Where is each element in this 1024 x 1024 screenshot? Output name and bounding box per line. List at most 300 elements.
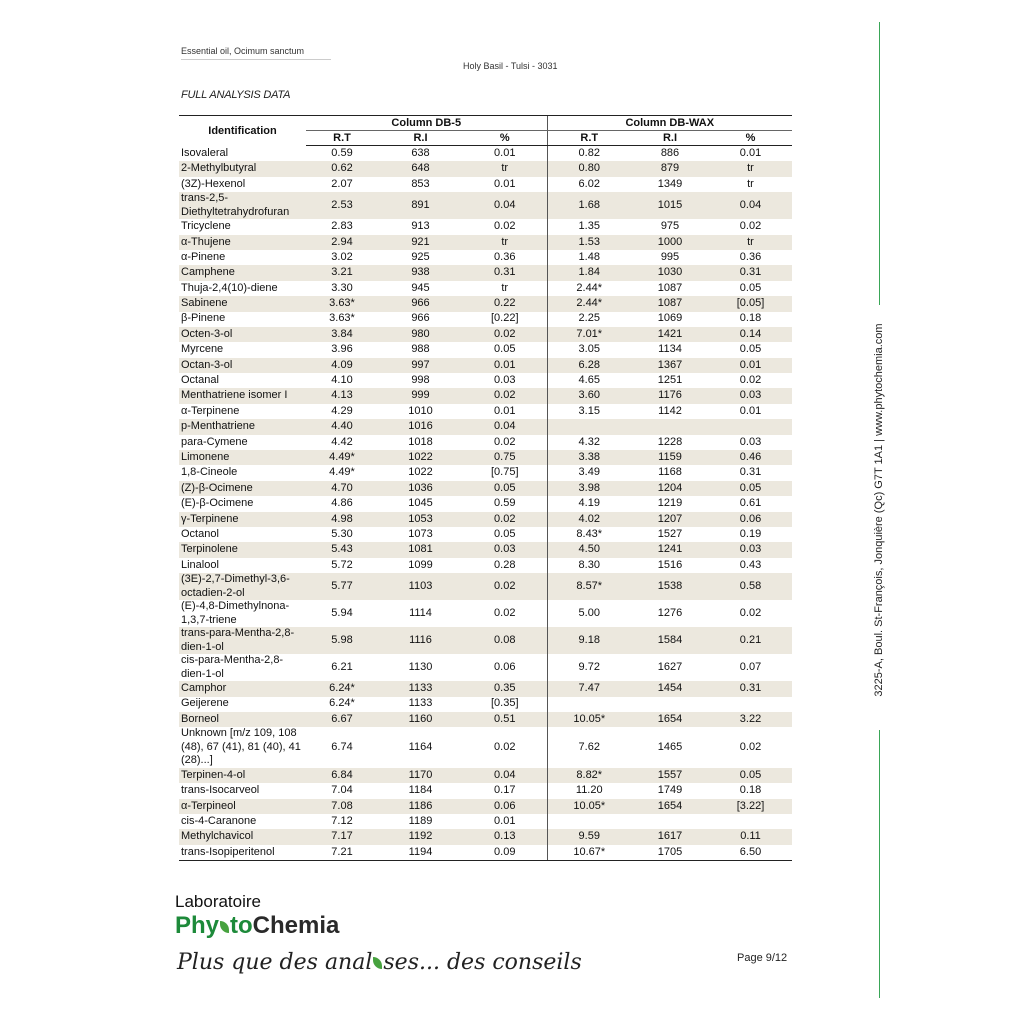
dbwax-ri: 1538 <box>631 573 709 600</box>
db5-ri: 1022 <box>378 450 463 465</box>
leaf-icon <box>220 921 229 933</box>
dbwax-rt: 0.82 <box>547 146 631 162</box>
db5-rt: 3.63* <box>329 312 355 325</box>
db5-rt: 4.86 <box>331 497 353 510</box>
dbwax-rt: 10.67* <box>547 845 631 861</box>
dbwax-rt: 6.02 <box>547 177 631 192</box>
logo-laboratoire: Laboratoire <box>175 892 262 911</box>
db5-ri: 1073 <box>408 527 433 540</box>
table-row <box>179 404 792 419</box>
compound-name: α-Thujene <box>179 235 306 250</box>
db5-ri: 998 <box>411 374 430 387</box>
db5-rt: 6.21 <box>331 660 353 673</box>
dbwax-ri: 1584 <box>631 627 709 654</box>
product-name: Holy Basil - Tulsi - 3031 <box>463 61 558 71</box>
compound-name: Terpinolene <box>179 542 306 557</box>
dbwax-rt: 4.65 <box>547 373 631 388</box>
compound-name: Isovaleral <box>181 146 229 159</box>
dbwax-ri: 1069 <box>657 312 683 325</box>
db5-rt: 4.09 <box>306 358 378 373</box>
db5-ri-header: R.I <box>378 131 463 146</box>
db5-rt: 3.63* <box>306 296 378 311</box>
dbwax-rt: 4.02 <box>547 512 631 527</box>
dbwax-rt: 9.59 <box>547 829 631 844</box>
db5-ri: 1045 <box>408 497 433 510</box>
db5-percent: 0.02 <box>494 606 516 619</box>
dbwax-rt: 3.15 <box>547 404 631 419</box>
db5-ri: 1114 <box>409 606 432 619</box>
db5-percent: 0.01 <box>494 146 516 159</box>
dbwax-percent: 6.50 <box>709 845 792 861</box>
db5-percent: 0.17 <box>494 784 516 797</box>
db5-ri: 938 <box>378 265 463 280</box>
logo-chemia: Chemia <box>252 912 340 939</box>
dbwax-percent: tr <box>709 161 792 176</box>
db5-ri: 1036 <box>378 481 463 496</box>
dbwax-percent: 0.01 <box>739 404 762 417</box>
dbwax-rt: 7.01* <box>547 327 631 342</box>
dbwax-rt: 3.60 <box>547 388 631 403</box>
db5-percent: 0.13 <box>463 829 547 844</box>
table-row <box>179 814 792 829</box>
dbwax-percent: 0.31 <box>709 681 792 696</box>
db5-percent: 0.01 <box>494 814 516 827</box>
dbwax-percent: 0.43 <box>739 558 762 571</box>
dbwax-ri: 1516 <box>657 558 683 571</box>
dbwax-rt: 3.38 <box>547 450 631 465</box>
dbwax-rt: 5.00 <box>547 600 631 627</box>
dbwax-percent: 0.31 <box>709 265 792 280</box>
db5-rt: 2.07 <box>331 177 353 190</box>
dbwax-ri <box>631 697 709 712</box>
table-row <box>179 296 792 311</box>
db5-rt: 2.53 <box>306 192 378 219</box>
dbwax-ri: 1251 <box>657 374 683 387</box>
db5-rt: 4.70 <box>306 481 378 496</box>
db5-rt: 5.30 <box>331 527 353 540</box>
compound-name: Methylchavicol <box>179 829 306 844</box>
compound-name: (E)-4,8-Dimethylnona-1,3,7-triene <box>181 600 290 626</box>
compound-name: (3Z)-Hexenol <box>181 177 246 190</box>
compound-name: β-Pinene <box>181 312 226 325</box>
db5-rt: 7.12 <box>331 814 353 827</box>
compound-name: α-Terpinene <box>181 404 240 417</box>
db5-percent: 0.05 <box>494 343 516 356</box>
db5-rt: 5.98 <box>306 627 378 654</box>
db5-rt: 0.59 <box>331 146 353 159</box>
dbwax-percent: 0.03 <box>739 435 762 448</box>
dbwax-rt: 4.50 <box>547 542 631 557</box>
table-row <box>179 542 792 557</box>
dbwax-ri: 1627 <box>657 660 683 673</box>
db5-ri: 1194 <box>378 845 463 861</box>
db5-percent: [0.35] <box>490 697 519 710</box>
db5-ri: 1116 <box>378 627 463 654</box>
dbwax-percent: 0.06 <box>709 512 792 527</box>
compound-name: Borneol <box>179 712 306 727</box>
dbwax-rt <box>547 419 631 434</box>
dbwax-ri: 1454 <box>631 681 709 696</box>
dbwax-ri <box>631 814 709 829</box>
compound-name: (Z)-β-Ocimene <box>179 481 306 496</box>
db5-percent: 0.02 <box>463 573 547 600</box>
table-row <box>179 465 792 480</box>
db5-rt: 7.08 <box>306 799 378 814</box>
db5-ri: 1184 <box>408 784 433 797</box>
db5-ri: 999 <box>378 388 463 403</box>
table-row <box>179 435 792 450</box>
compound-name: Menthatriene isomer I <box>179 388 306 403</box>
dbwax-ri: 1207 <box>631 512 709 527</box>
dbwax-percent: 0.61 <box>739 497 762 510</box>
table-row <box>179 573 792 600</box>
dbwax-percent: 0.02 <box>739 740 762 753</box>
db5-ri: 891 <box>378 192 463 219</box>
dbwax-rt: 2.25 <box>547 312 631 327</box>
db5-percent: 0.51 <box>463 712 547 727</box>
compound-name: cis-para-Mentha-2,8-dien-1-ol <box>181 654 284 680</box>
compound-name: Sabinene <box>179 296 306 311</box>
dbwax-ri: 1367 <box>631 358 709 373</box>
dbwax-percent: [3.22] <box>709 799 792 814</box>
dbwax-percent: [0.05] <box>709 296 792 311</box>
compound-name: Octanol <box>181 527 219 540</box>
dbwax-rt: 3.98 <box>547 481 631 496</box>
compound-name: Thuja-2,4(10)-diene <box>181 281 278 294</box>
db5-rt: 4.40 <box>306 419 378 434</box>
dbwax-rt: 1.35 <box>547 219 631 234</box>
db5-rt: 2.83 <box>331 220 353 233</box>
dbwax-ri-header: R.I <box>631 131 709 146</box>
compound-name: Limonene <box>179 450 306 465</box>
table-row <box>179 829 792 844</box>
db5-percent: 0.01 <box>494 404 516 417</box>
dbwax-ri <box>631 419 709 434</box>
db5-rt: 3.84 <box>306 327 378 342</box>
db5-rt: 3.96 <box>331 343 353 356</box>
dbwax-ri: 1349 <box>657 177 683 190</box>
db5-ri: 1164 <box>408 740 433 753</box>
dbwax-ri: 1705 <box>631 845 709 861</box>
db5-rt: 4.29 <box>331 404 353 417</box>
db5-percent: 0.22 <box>463 296 547 311</box>
dbwax-ri: 1134 <box>658 343 682 356</box>
db5-percent: 0.02 <box>463 388 547 403</box>
dbwax-ri: 1654 <box>631 712 709 727</box>
db5-percent: 0.04 <box>463 768 547 783</box>
dbwax-percent: 0.03 <box>709 388 792 403</box>
db5-percent: 0.01 <box>494 177 516 190</box>
dbwax-rt: 4.32 <box>547 435 631 450</box>
dbwax-percent: 0.05 <box>739 343 762 356</box>
db5-ri: 921 <box>378 235 463 250</box>
dbwax-rt: 7.62 <box>547 727 631 768</box>
slogan-leaf-icon <box>373 957 382 969</box>
dbwax-rt: 10.05* <box>547 712 631 727</box>
db5-ri: 945 <box>411 281 430 294</box>
dbwax-rt: 3.49 <box>547 465 631 480</box>
table-row <box>179 496 792 511</box>
compound-name: γ-Terpinene <box>179 512 306 527</box>
dbwax-ri: 1228 <box>657 435 683 448</box>
table-row <box>179 235 792 250</box>
db5-ri: 1186 <box>378 799 463 814</box>
compound-name: Geijerene <box>181 697 229 710</box>
compound-name: Unknown [m/z 109, 108 (48), 67 (41), 81 (40), 41 (28)...] <box>181 727 301 767</box>
db5-ri: 1016 <box>378 419 463 434</box>
dbwax-percent: 0.05 <box>709 481 792 496</box>
dbwax-ri: 1204 <box>631 481 709 496</box>
dbwax-rt: 6.28 <box>547 358 631 373</box>
compound-name: trans-Isocarveol <box>181 784 260 797</box>
dbwax-percent: 0.01 <box>739 146 762 159</box>
db5-rt: 6.84 <box>306 768 378 783</box>
db5-group-header: Column DB-5 <box>306 116 547 131</box>
slogan <box>177 950 582 975</box>
db5-ri: 1189 <box>408 814 433 827</box>
dbwax-ri: 1465 <box>657 740 683 753</box>
db5-ri: 1018 <box>408 435 433 448</box>
table-row <box>179 327 792 342</box>
table-row <box>179 481 792 496</box>
table-row <box>179 281 792 296</box>
dbwax-rt: 11.20 <box>547 783 631 798</box>
dbwax-ri: 1015 <box>631 192 709 219</box>
db5-percent: 0.02 <box>494 435 516 448</box>
db5-percent: 0.03 <box>463 542 547 557</box>
logo-wordmark <box>175 913 339 939</box>
db5-rt: 4.49* <box>306 450 378 465</box>
db5-ri: 980 <box>378 327 463 342</box>
table-row <box>179 627 792 654</box>
db5-ri: 1081 <box>378 542 463 557</box>
dbwax-percent: 0.46 <box>709 450 792 465</box>
dbwax-percent: 0.31 <box>739 466 762 479</box>
analysis-table-container <box>179 115 792 861</box>
db5-rt: 4.42 <box>331 435 353 448</box>
dbwax-percent: 0.18 <box>739 312 762 325</box>
dbwax-rt: 10.05* <box>547 799 631 814</box>
db5-rt: 2.94 <box>306 235 378 250</box>
compound-name: 1,8-Cineole <box>181 466 238 479</box>
dbwax-ri: 1000 <box>631 235 709 250</box>
table-row <box>179 146 792 162</box>
compound-name: Octen-3-ol <box>179 327 306 342</box>
db5-rt: 7.21 <box>306 845 378 861</box>
dbwax-ri: 1087 <box>631 296 709 311</box>
db5-ri: 853 <box>411 177 430 190</box>
db5-percent: 0.01 <box>463 358 547 373</box>
db5-rt: 7.17 <box>306 829 378 844</box>
db5-percent: 0.35 <box>463 681 547 696</box>
db5-rt: 5.77 <box>306 573 378 600</box>
db5-ri: 1133 <box>378 681 463 696</box>
db5-ri: 1010 <box>408 404 433 417</box>
db5-rt: 5.43 <box>306 542 378 557</box>
dbwax-rt: 0.80 <box>547 161 631 176</box>
db5-rt: 3.30 <box>331 281 353 294</box>
dbwax-percent: 0.21 <box>709 627 792 654</box>
dbwax-rt <box>547 697 631 712</box>
dbwax-percent: tr <box>709 235 792 250</box>
table-row <box>179 358 792 373</box>
dbwax-percent: 0.19 <box>739 527 762 540</box>
compound-name: Octanal <box>181 374 219 387</box>
table-row <box>179 768 792 783</box>
db5-percent: 0.08 <box>463 627 547 654</box>
db5-ri: 1103 <box>378 573 463 600</box>
compound-name: Octan-3-ol <box>179 358 306 373</box>
dbwax-rt: 2.44* <box>547 296 631 311</box>
section-title: FULL ANALYSIS DATA <box>181 89 291 101</box>
table-row <box>179 600 792 627</box>
dbwax-rt: 8.57* <box>547 573 631 600</box>
db5-ri: 988 <box>411 343 430 356</box>
dbwax-rt: 2.44* <box>547 281 631 296</box>
logo-phy: Phy <box>175 912 220 939</box>
db5-ri: 1053 <box>378 512 463 527</box>
db5-ri: 925 <box>411 250 430 263</box>
dbwax-ri: 1030 <box>631 265 709 280</box>
compound-name: Camphor <box>179 681 306 696</box>
db5-ri: 1170 <box>378 768 463 783</box>
db5-percent: tr <box>463 161 547 176</box>
db5-percent: 0.05 <box>494 527 516 540</box>
dbwax-group-header: Column DB-WAX <box>547 116 792 131</box>
db5-rt: 3.02 <box>331 250 353 263</box>
dbwax-ri: 1142 <box>658 404 682 417</box>
db5-rt: 6.24* <box>306 681 378 696</box>
table-row <box>179 512 792 527</box>
dbwax-rt: 9.72 <box>547 654 631 681</box>
table-row <box>179 783 792 798</box>
db5-ri: 997 <box>378 358 463 373</box>
table-row <box>179 250 792 265</box>
compound-name: (E)-β-Ocimene <box>181 497 254 510</box>
dbwax-ri: 1219 <box>657 497 683 510</box>
db5-percent: 0.09 <box>463 845 547 861</box>
compound-name: α-Pinene <box>181 250 226 263</box>
table-row <box>179 161 792 176</box>
db5-percent: 0.06 <box>463 799 547 814</box>
sidebar-line-top <box>879 22 880 305</box>
db5-percent: 0.28 <box>494 558 516 571</box>
db5-rt: 0.62 <box>306 161 378 176</box>
dbwax-rt: 8.82* <box>547 768 631 783</box>
table-row <box>179 697 792 712</box>
dbwax-ri: 886 <box>660 146 680 159</box>
db5-percent: 0.75 <box>463 450 547 465</box>
table-row <box>179 265 792 280</box>
dbwax-percent: 0.18 <box>739 784 762 797</box>
db5-percent: [0.75] <box>490 466 519 479</box>
table-row <box>179 373 792 388</box>
db5-percent: 0.59 <box>494 497 516 510</box>
dbwax-ri: 995 <box>660 250 680 263</box>
table-row <box>179 712 792 727</box>
dbwax-percent: 0.01 <box>709 358 792 373</box>
sidebar-line-bottom <box>879 730 880 998</box>
dbwax-rt: 3.05 <box>547 342 631 357</box>
dbwax-rt: 4.19 <box>547 496 631 511</box>
identification-header: Identification <box>179 116 306 146</box>
db5-ri: 913 <box>411 220 430 233</box>
dbwax-ri: 1168 <box>658 466 682 479</box>
compound-name: trans-Isopiperitenol <box>179 845 306 861</box>
db5-rt-header: R.T <box>306 131 378 146</box>
dbwax-rt: 1.84 <box>547 265 631 280</box>
table-row <box>179 419 792 434</box>
db5-percent: 0.04 <box>463 192 547 219</box>
db5-rt: 4.98 <box>306 512 378 527</box>
db5-rt: 5.72 <box>331 558 353 571</box>
dbwax-percent <box>709 814 792 829</box>
db5-ri: 966 <box>378 296 463 311</box>
dbwax-ri: 1276 <box>657 606 683 619</box>
compound-name: Camphene <box>179 265 306 280</box>
table-row <box>179 177 792 192</box>
db5-rt: 6.24* <box>329 697 355 710</box>
db5-percent: 0.02 <box>463 327 547 342</box>
db5-pct-header: % <box>463 131 547 146</box>
dbwax-ri: 1421 <box>631 327 709 342</box>
dbwax-percent: 0.04 <box>709 192 792 219</box>
db5-rt: 4.13 <box>306 388 378 403</box>
table-row <box>179 388 792 403</box>
phytochemia-logo <box>175 892 339 939</box>
dbwax-ri: 1557 <box>631 768 709 783</box>
db5-percent: 0.02 <box>463 512 547 527</box>
db5-percent: 0.05 <box>463 481 547 496</box>
page-number: Page 9/12 <box>737 952 788 964</box>
dbwax-ri: 1617 <box>631 829 709 844</box>
dbwax-rt <box>547 814 631 829</box>
slogan-part-2: ses... des conseils <box>383 950 582 975</box>
dbwax-ri: 1087 <box>657 281 683 294</box>
analysis-table <box>179 115 792 861</box>
db5-percent: tr <box>501 281 509 294</box>
dbwax-percent: 0.05 <box>739 281 762 294</box>
db5-percent: 0.31 <box>463 265 547 280</box>
dbwax-rt: 7.47 <box>547 681 631 696</box>
db5-ri: 1130 <box>408 660 433 673</box>
dbwax-percent: 0.02 <box>739 606 762 619</box>
dbwax-percent: 0.03 <box>709 542 792 557</box>
db5-rt: 4.49* <box>329 466 355 479</box>
dbwax-ri: 1749 <box>657 784 683 797</box>
dbwax-rt-header: R.T <box>547 131 631 146</box>
table-row <box>179 681 792 696</box>
table-row <box>179 654 792 681</box>
sidebar-address: 3225-A, Boul. St-François, Jonquière (Qc) G7T 1A1 | www.phytochemia.com <box>873 323 885 697</box>
db5-ri: 1133 <box>408 697 433 710</box>
table-row <box>179 727 792 768</box>
db5-percent: 0.06 <box>494 660 516 673</box>
dbwax-rt: 1.48 <box>547 250 631 265</box>
compound-name: α-Terpineol <box>179 799 306 814</box>
table-row <box>179 450 792 465</box>
dbwax-rt: 8.43* <box>547 527 631 542</box>
db5-ri: 648 <box>378 161 463 176</box>
compound-name: trans-para-Mentha-2,8-dien-1-ol <box>179 627 306 654</box>
dbwax-ri: 1176 <box>631 388 709 403</box>
table-row <box>179 219 792 234</box>
dbwax-percent: 3.22 <box>709 712 792 727</box>
logo-to: to <box>230 912 253 939</box>
db5-ri: 1099 <box>408 558 433 571</box>
db5-percent: 0.02 <box>494 740 516 753</box>
dbwax-rt: 8.30 <box>547 558 631 573</box>
